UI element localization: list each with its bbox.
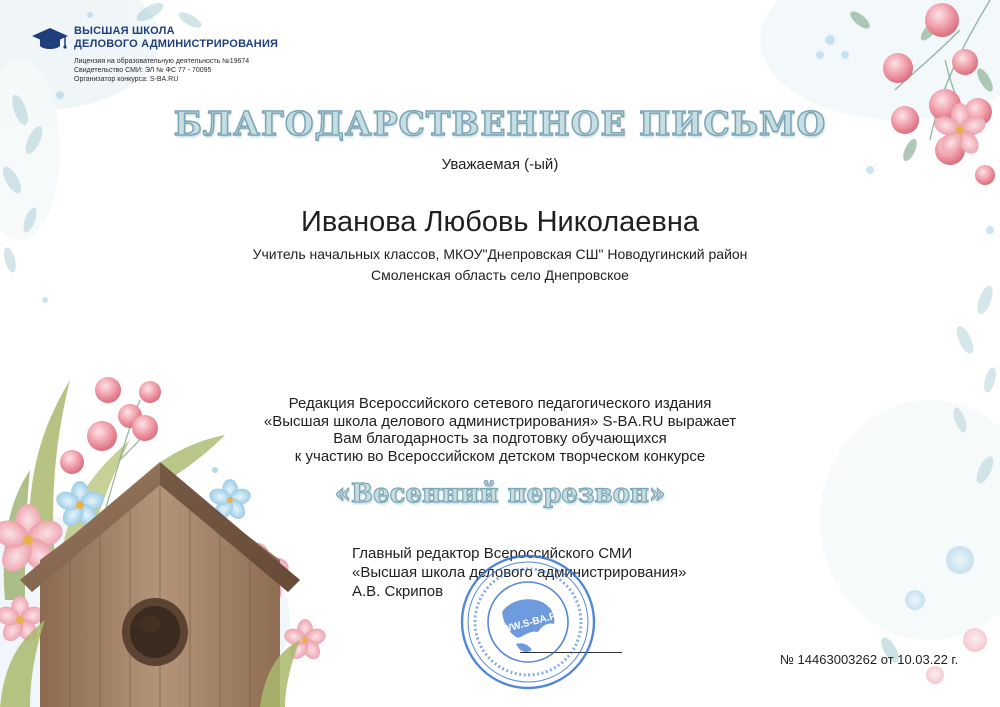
document-title: БЛАГОДАРСТВЕННОЕ ПИСЬМО: [173, 104, 827, 143]
editor-position-line1: Главный редактор Всероссийского СМИ: [352, 545, 633, 562]
letter-body-line: «Высшая школа делового администрирования» S-BA.RU выражает: [263, 412, 737, 430]
license-info: [74, 57, 249, 84]
editor-name: А.В. Скрипов: [352, 583, 444, 600]
editor-position-line2: «Высшая школа делового администрирования»: [352, 564, 687, 581]
stamp-center-text: WWW.S-BA.RU: [492, 608, 565, 639]
organization-name: [74, 25, 278, 51]
letter-body-line: к участию во Всероссийском детском творческом конкурсе: [294, 447, 706, 465]
license-text: Лицензия на образовательную деятельность №19674: [74, 58, 250, 65]
letter-body-line: Вам благодарность за подготовку обучающихся: [333, 430, 667, 447]
recipient-name: Иванова Любовь Николаевна: [301, 206, 699, 238]
graduation-cap-icon: [30, 26, 70, 52]
organizer-text: Организатор конкурса: S-BA.RU: [74, 76, 179, 83]
organization-name-line1: ВЫСШАЯ ШКОЛА: [74, 25, 175, 37]
recipient-details: [0, 244, 1000, 286]
recipient-position: Учитель начальных классов, МКОУ"Днепровская СШ" Новодугинский район: [252, 246, 748, 262]
letter-body-line: Редакция Всероссийского сетевого педагогического издания: [288, 395, 712, 412]
contest-name: «Весенний перезвон»: [334, 479, 666, 509]
letter-body: [0, 395, 1000, 465]
recipient-location: Смоленская область село Днепровское: [371, 267, 629, 283]
official-stamp-seal: [458, 552, 598, 692]
salutation: Уважаемая (-ый): [441, 156, 559, 173]
organization-name-line2: ДЕЛОВОГО АДМИНИСТРИРОВАНИЯ: [74, 38, 279, 50]
certificate-number: № 14463003262 от 10.03.22 г.: [780, 652, 959, 667]
media-certificate-text: Свидетельство СМИ: ЭЛ № ФС 77 - 70095: [74, 67, 212, 74]
